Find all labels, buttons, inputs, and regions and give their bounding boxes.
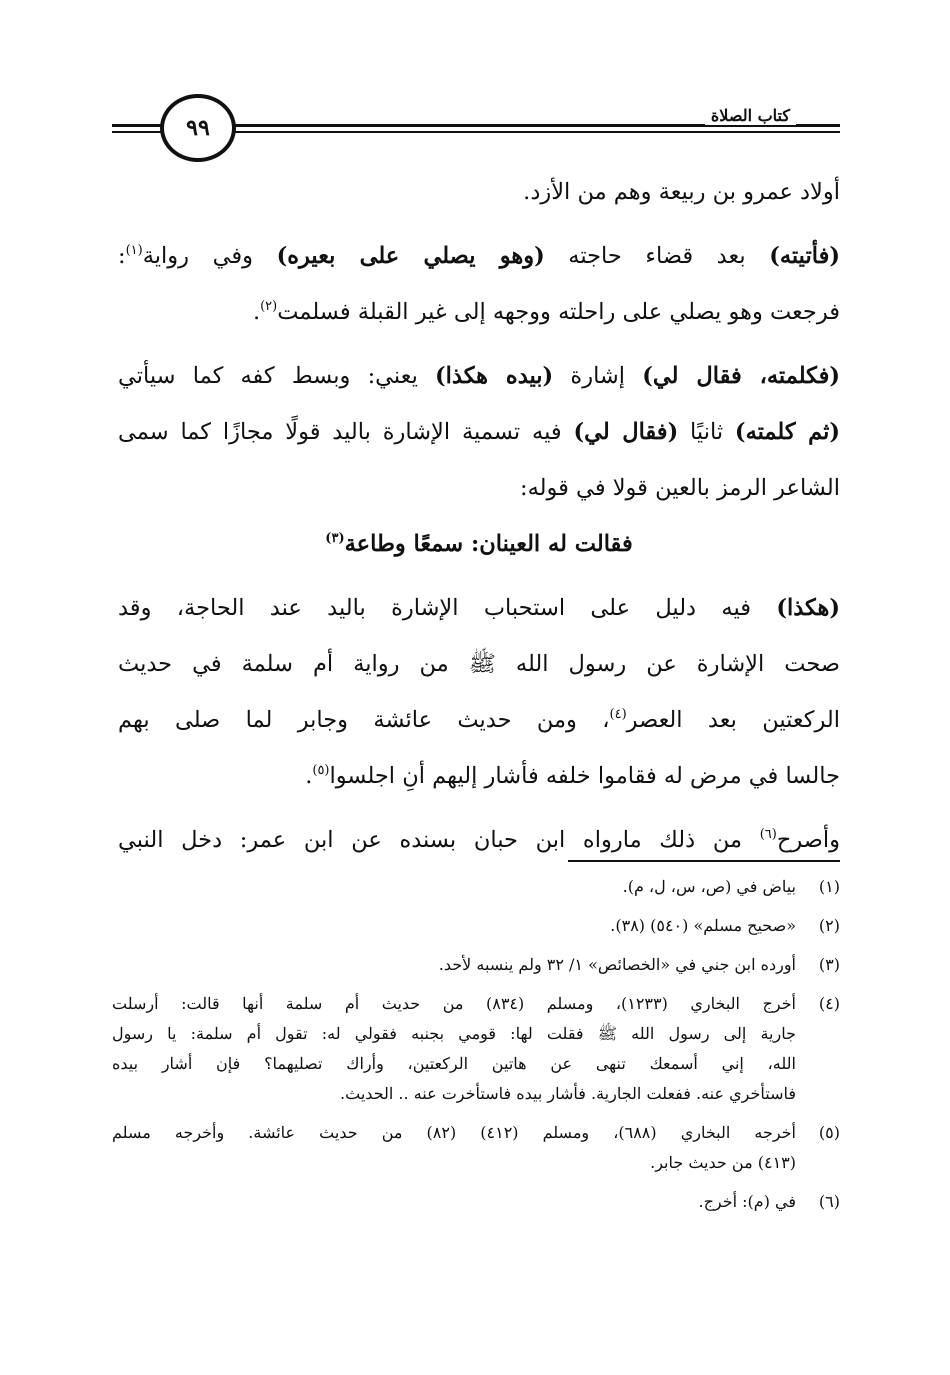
body-line-8: صحت الإشارة عن رسول الله ﷺ من رواية أم سلمة في حديث [118, 651, 840, 677]
bold-phrase: (فكلمته، فقال لي) [642, 363, 840, 389]
text-run: إشارة [553, 363, 643, 389]
bold-phrase: (فأتيته) [769, 243, 840, 269]
text-run: بعد قضاء حاجته [544, 243, 770, 269]
footnote-line: «صحيح مسلم» (٥٤٠) (٣٨). [610, 916, 796, 935]
body-line-9 [118, 692, 840, 748]
footnote-separator [568, 860, 840, 862]
bold-phrase: (وهو يصلي على بعيره) [276, 243, 545, 269]
header-rule-right-thin [232, 131, 840, 133]
text-run: ، ومن حديث عائشة وجابر لما صلى بهم [118, 707, 610, 733]
text-run: : [118, 243, 126, 269]
footnote-number: (١) [818, 877, 840, 896]
text-run: . [252, 299, 261, 325]
text-run: يعني: وبسط كفه كما سيأتي [118, 363, 436, 389]
footnote-3 [112, 950, 840, 980]
header-rule-left [112, 124, 162, 127]
footnote-line: أخرجه البخاري (٦٨٨)، ومسلم (٤١٢) (٨٢) من حديث عائشة. وأخرجه مسلم [112, 1123, 797, 1142]
footnote-line: فاستأخري عنه. ففعلت الجارية. فأشار بيده فاستأخرت عنه .. الحديث. [340, 1084, 796, 1103]
body-line-6: الشاعر الرمز بالعين قولا في قوله: [520, 475, 840, 501]
bold-phrase: (ثم كلمته) [734, 419, 840, 445]
text-run: جالسا في مرض له فقاموا خلفه فأشار إليهم أنِ اجلسوا [329, 763, 840, 789]
footnote-5 [112, 1118, 840, 1178]
body-line-10 [118, 748, 840, 804]
footnote-ref: (١) [125, 243, 143, 258]
footnote-line: جارية إلى رسول الله ﷺ فقلت لها: قومي بجنبه فقولي له: تقول أم سلمة: يا رسول [112, 1024, 796, 1043]
footnotes [112, 872, 840, 1217]
body-line-1: أولاد عمرو بن ربيعة وهم من الأزد. [523, 179, 840, 205]
text-run: الركعتين بعد العصر [626, 707, 840, 733]
footnote-number: (٢) [818, 916, 840, 935]
text-run: من ذلك مارواه ابن حبان بسنده عن ابن عمر: دخل النبي [118, 827, 760, 853]
footnote-ref: (٣) [325, 531, 345, 546]
footnote-line: في (م): أخرج. [698, 1192, 796, 1211]
text-run: وفي رواية [142, 243, 277, 269]
footnote-line: الله، إني أسمعك تنهى عن هاتين الركعتين، وأراك تصليهما؟ فإن أشار بيده [112, 1054, 796, 1073]
body-line-7 [118, 580, 840, 636]
footnote-ref: (٤) [609, 707, 627, 722]
text-run: فرجعت وهو يصلي على راحلته ووجهه إلى غير القبلة فسلمت [277, 299, 840, 325]
page-number: ٩٩ [186, 115, 210, 141]
footnote-number: (٥) [818, 1123, 840, 1142]
text-run: فيه دليل على استحباب الإشارة باليد عند الحاجة، وقد [118, 595, 777, 621]
page-header [112, 92, 840, 172]
verse-line [118, 516, 840, 572]
text-run: . [305, 763, 313, 789]
body-line-2 [118, 228, 840, 284]
main-text [118, 164, 840, 868]
page-number-badge [160, 94, 236, 162]
footnote-line: أورده ابن جني في «الخصائص» ١/ ٣٢ ولم ينسبه لأحد. [438, 955, 796, 974]
footnote-line: بياض في (ص، س، ل، م). [622, 877, 796, 896]
footnote-number: (٤) [818, 994, 840, 1013]
footnote-number: (٣) [818, 955, 840, 974]
footnote-2 [112, 911, 840, 941]
text-run: فيه تسمية الإشارة باليد قولًا مجازًا كما سمى [118, 419, 574, 445]
text-run: ثانيًا [678, 419, 735, 445]
footnote-ref: (٢) [260, 299, 278, 314]
body-line-3 [118, 284, 840, 340]
bold-phrase: (فقال لي) [573, 419, 679, 445]
footnote-ref: (٦) [759, 827, 777, 842]
body-line-5 [118, 404, 840, 460]
footnote-ref: (٥) [312, 763, 330, 778]
running-title: كتاب الصلاة [705, 106, 796, 125]
bold-phrase: (بيده هكذا) [435, 363, 554, 389]
bold-phrase: (هكذا) [776, 595, 840, 621]
footnote-line: أخرج البخاري (١٢٣٣)، ومسلم (٨٣٤) من حديث أم سلمة أنها قالت: أرسلت [112, 994, 796, 1013]
text-run: وأصرح [776, 827, 840, 853]
body-line-4 [118, 348, 840, 404]
footnote-line: (٤١٣) من حديث جابر. [650, 1153, 796, 1172]
header-rule-left-thin [112, 131, 162, 133]
footnote-4 [112, 989, 840, 1109]
footnote-6 [112, 1187, 840, 1217]
footnote-1 [112, 872, 840, 902]
verse-text: فقالت له العينان: سمعًا وطاعة [344, 531, 633, 557]
footnote-number: (٦) [818, 1192, 840, 1211]
